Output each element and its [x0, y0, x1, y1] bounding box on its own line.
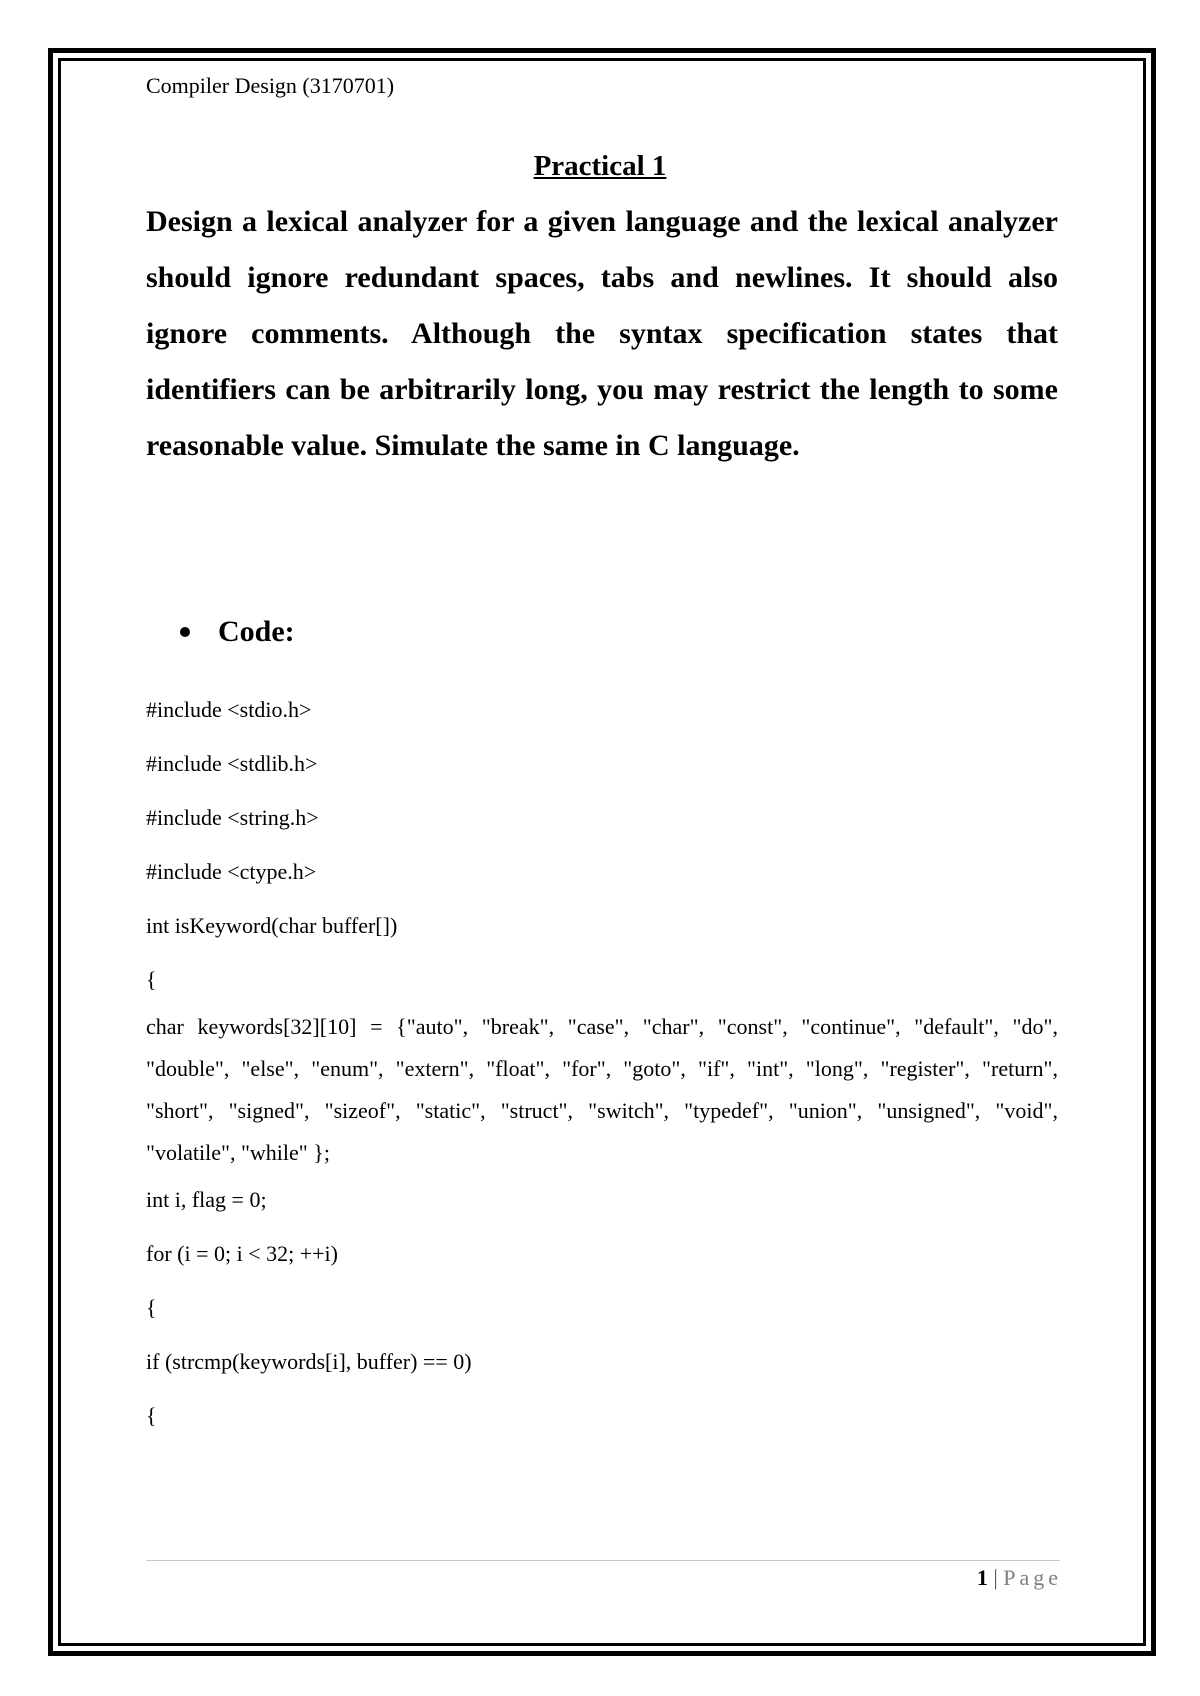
bullet-icon	[180, 627, 190, 637]
practical-title: Practical 1	[533, 150, 667, 182]
code-line: for (i = 0; i < 32; ++i)	[146, 1241, 338, 1266]
code-line: int i, flag = 0;	[146, 1187, 267, 1212]
page-number: 1	[976, 1565, 988, 1590]
page-footer	[0, 1564, 1062, 1592]
code-line: {	[146, 1295, 157, 1320]
code-line: {	[146, 967, 157, 992]
code-line: #include <ctype.h>	[146, 859, 317, 884]
page-label: Page	[1003, 1565, 1062, 1590]
code-line: {	[146, 1403, 157, 1428]
code-line: if (strcmp(keywords[i], buffer) == 0)	[146, 1349, 472, 1374]
code-line: #include <stdlib.h>	[146, 751, 318, 776]
page-header: Compiler Design (3170701)	[146, 73, 395, 98]
footer-separator: |	[993, 1565, 998, 1590]
code-line: #include <string.h>	[146, 805, 319, 830]
code-section-heading	[180, 612, 295, 652]
practical-aim: Design a lexical analyzer for a given language and the lexical analyzer should ignore redundant spaces, tabs and newlines. It should also ignore comments. Although the syntax specification states that identifiers can be arbitrarily long, you may restrict the length to some reasonable value. Simulate the same in C language.	[146, 205, 1058, 462]
footer-divider	[146, 1560, 1060, 1561]
code-line: #include <stdio.h>	[146, 697, 312, 722]
code-line: int isKeyword(char buffer[])	[146, 913, 398, 938]
code-heading-label: Code:	[218, 615, 295, 648]
keywords-declaration: char keywords[32][10] = {"auto", "break", "case", "char", "const", "continue", "default", "do", "double", "else", "enum", "extern", "float", "for", "goto", "if", "int", "long", "register", "return", "short", "signed", "sizeof", "static", "struct", "switch", "typedef", "union", "unsigned", "void", "volatile", "while" };	[146, 1014, 1058, 1165]
